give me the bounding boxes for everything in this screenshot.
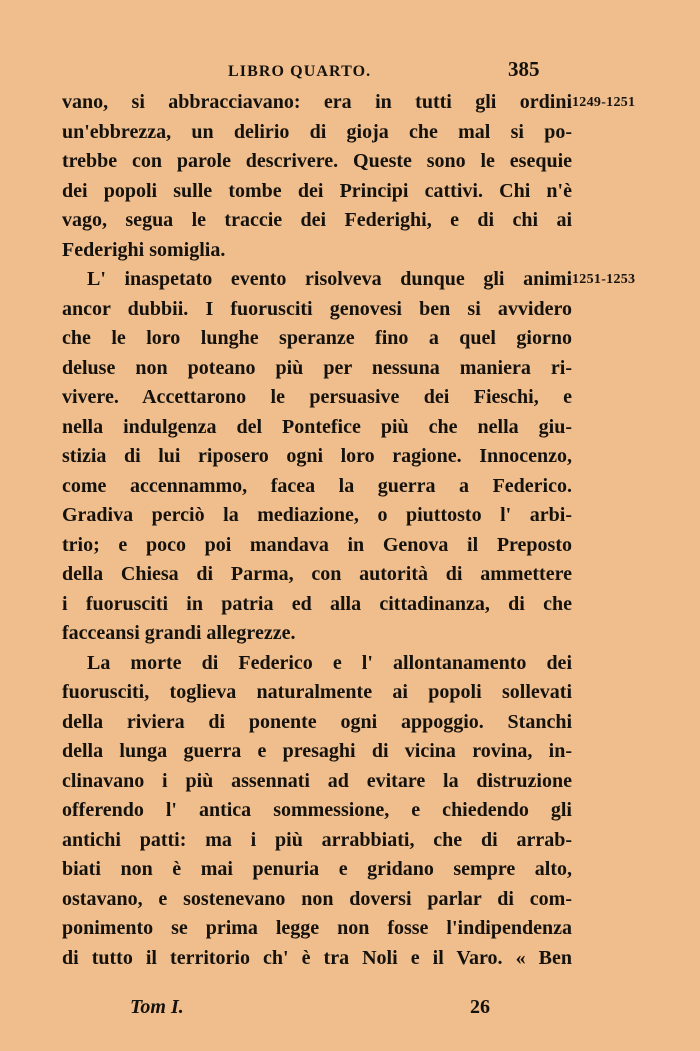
body-line-21: fuorusciti, toglieva naturalmente ai popoli sollevati xyxy=(62,681,572,703)
body-line-11: vivere. Accettarono le persuasive dei Fieschi, e xyxy=(62,386,572,408)
body-line-5: vago, segua le traccie dei Federighi, e di chi ai xyxy=(62,209,572,231)
body-text xyxy=(62,88,572,973)
running-title: LIBRO QUARTO. xyxy=(228,63,372,80)
body-line-4: dei popoli sulle tombe dei Principi cattivi. Chi n'è xyxy=(62,179,572,202)
body-line-1: vano, si abbracciavano: era in tutti gli ordini xyxy=(62,91,572,113)
body-line-16: trio; e poco poi mandava in Genova il Preposto xyxy=(62,533,572,556)
signature-number: 26 xyxy=(470,996,490,1018)
body-line-3: trebbe con parole descrivere. Queste sono le esequie xyxy=(62,150,572,172)
page-number: 385 xyxy=(508,57,540,81)
body-line-10: deluse non poteano più per nessuna maniera ri- xyxy=(62,356,572,379)
margin-date-note-1249-1251: 1249-1251 xyxy=(572,95,636,110)
body-line-19: facceansi grandi allegrezze. xyxy=(62,622,296,644)
body-line-2: un'ebbrezza, un delirio di gioja che mal si po- xyxy=(62,120,572,143)
body-line-29: ponimento se prima legge non fosse l'indipendenza xyxy=(62,917,572,939)
body-line-12: nella indulgenza del Pontefice più che nella giu- xyxy=(62,415,572,438)
body-line-24: clinavano i più assennati ad evitare la distruzione xyxy=(62,769,572,792)
body-line-8: ancor dubbii. I fuorusciti genovesi ben si avvidero xyxy=(62,297,572,320)
body-line-25: offerendo l' antica sommessione, e chiedendo gli xyxy=(62,799,572,821)
body-line-20: La morte di Federico e l' allontanamento dei xyxy=(87,651,572,674)
body-line-26: antichi patti: ma i più arrabbiati, che di arrab- xyxy=(62,828,572,851)
margin-date-note-1251-1253: 1251-1253 xyxy=(572,272,636,287)
body-line-22: della riviera di ponente ogni appoggio. Stanchi xyxy=(62,710,572,733)
body-line-15: Gradiva perciò la mediazione, o piuttosto l' arbi- xyxy=(62,504,572,526)
body-line-17: della Chiesa di Parma, con autorità di ammettere xyxy=(62,563,572,585)
body-line-7: L' inaspetato evento risolveva dunque gli animi xyxy=(87,268,572,290)
body-line-27: biati non è mai penuria e gridano sempre alto, xyxy=(62,858,572,880)
body-line-14: come accennammo, facea la guerra a Federico. xyxy=(62,474,572,497)
body-line-28: ostavano, e sostenevano non doversi parlar di com- xyxy=(62,887,572,910)
body-line-6: Federighi somiglia. xyxy=(62,238,226,261)
signature-label: Tom I. xyxy=(130,996,184,1018)
body-line-30: di tutto il territorio ch' è tra Noli e il Varo. « Ben xyxy=(62,946,572,969)
body-line-9: che le loro lunghe speranze fino a quel giorno xyxy=(62,327,572,349)
body-line-18: i fuorusciti in patria ed alla cittadinanza, di che xyxy=(62,592,572,615)
body-line-23: della lunga guerra e presaghi di vicina rovina, in- xyxy=(62,740,572,762)
body-line-13: stizia di lui riposero ogni loro ragione. Innocenzo, xyxy=(62,445,572,467)
running-head xyxy=(62,56,572,90)
